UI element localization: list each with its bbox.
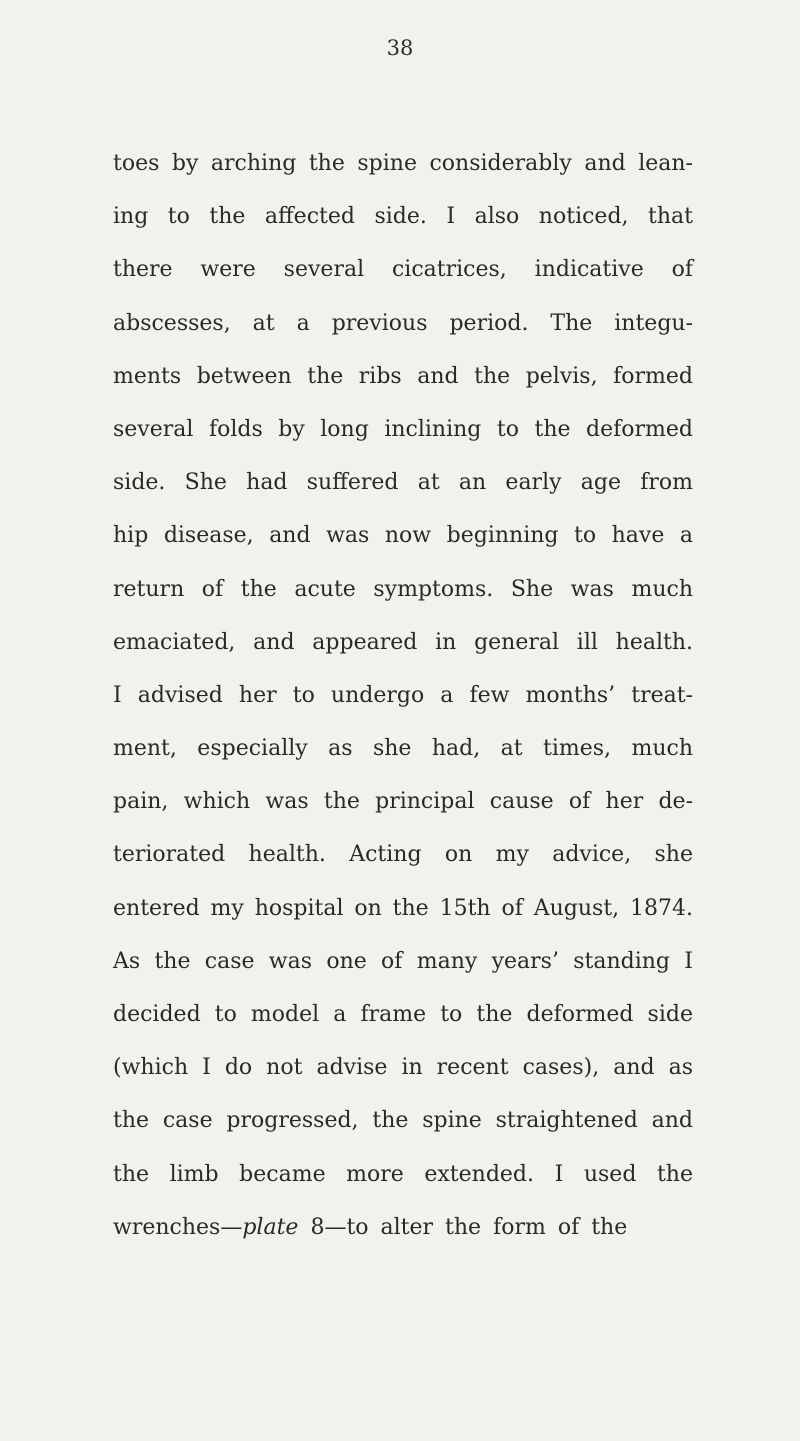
italic-plate-ref: plate [242,1214,299,1240]
text-fragment: 8—to alter the form of the [298,1214,628,1240]
body-paragraph [113,137,693,1254]
text-line: toes by arching the spine considerably and lean- [113,151,693,176]
text-line: the case progressed, the spine straightened and [113,1108,693,1134]
text-line: ments between the ribs and the pelvis, formed [113,363,693,389]
text-line: emaciated, and appeared in general ill health. [113,629,693,655]
text-line: (which I do not advise in recent cases), and as [113,1055,693,1081]
text-line: ing to the affected side. I also noticed, that [113,204,693,230]
page-number: 38 [386,36,414,60]
text-line: hip disease, and was now beginning to have a [113,523,693,549]
text-line: side. She had suffered at an early age from [113,470,693,496]
text-line: I advised her to undergo a few months’ treat- [113,682,693,708]
text-fragment: wrenches— [113,1214,243,1240]
text-line: decided to model a frame to the deformed side [113,1002,693,1027]
text-line: pain, which was the principal cause of her de- [113,789,693,815]
text-line: the limb became more extended. I used the [113,1161,693,1187]
text-line: abscesses, at a previous period. The integu- [113,310,693,336]
text-line: return of the acute symptoms. She was much [113,576,693,602]
text-line: As the case was one of many years’ standing I [113,948,693,974]
text-line: there were several cicatrices, indicative of [113,257,693,283]
text-line: ment, especially as she had, at times, much [113,736,693,762]
text-line: several folds by long inclining to the deformed [113,416,693,442]
text-line: teriorated health. Acting on my advice, she [113,842,693,868]
text-line-last [113,1201,693,1254]
text-line: entered my hospital on the 15th of August, 1874. [113,895,693,921]
